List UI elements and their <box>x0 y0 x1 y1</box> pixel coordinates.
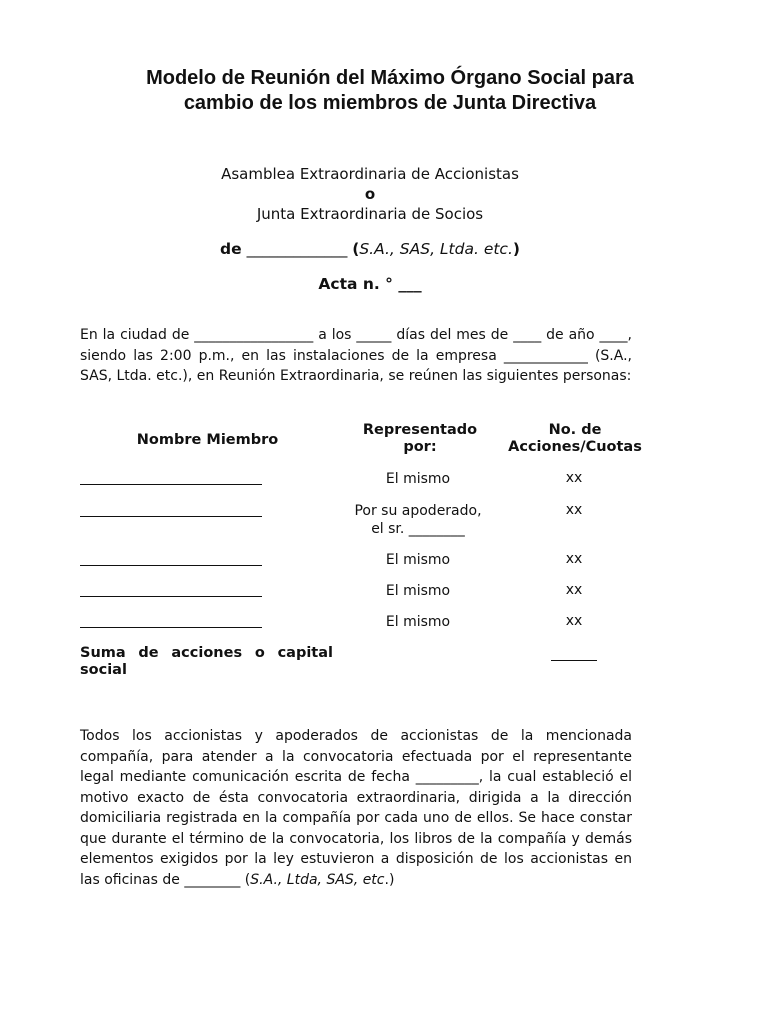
share-count: xx <box>565 470 583 486</box>
date-blank: _________ <box>415 769 479 785</box>
header-represented-line-1: Representado <box>362 422 478 438</box>
de-label: de <box>220 240 242 258</box>
share-count: xx <box>565 613 583 629</box>
represented-by-line-2: el sr. ________ <box>371 521 465 537</box>
day-blank: _____ <box>356 327 392 343</box>
member-name-blank <box>80 565 262 566</box>
close-paren: ) <box>512 240 520 258</box>
assembly-or: o <box>364 185 376 203</box>
assembly-line-3: Junta Extraordinaria de Socios <box>256 205 484 223</box>
p2-text-4: .) <box>384 871 395 888</box>
opening-paragraph <box>80 325 632 387</box>
convocation-paragraph <box>80 726 632 890</box>
assembly-heading <box>90 164 650 224</box>
p2-text-2: , la cual estableció el motivo exacto de ésta convocatoria extraordinaria, dirigida a la dirección domiciliaria registrada en la compañía por cada uno de ellos. Se hace constar que durante el término de la convocatoria, los libros de la compañía y demás elementos exigidos por la ley estuvieron a disposición de los accionistas en las oficinas de <box>80 769 633 888</box>
share-count: xx <box>565 551 583 567</box>
company-blank: ____________ <box>503 347 588 364</box>
header-represented-line-2: por: <box>403 439 437 455</box>
acta-number: Acta n. ° ___ <box>318 275 422 293</box>
p1-text-3: días del mes de <box>391 327 514 343</box>
open-paren: ( <box>352 240 360 258</box>
total-shares-label: Suma de acciones o capital social <box>80 645 333 678</box>
member-name-blank <box>80 484 262 485</box>
header-name: Nombre Miembro <box>136 432 279 448</box>
represented-by: El mismo <box>385 552 451 568</box>
company-name-blank: _____________ <box>246 240 348 258</box>
represented-by: El mismo <box>385 471 451 487</box>
p2-text-3: ( <box>240 871 251 888</box>
p1-text-1: En la ciudad de <box>80 327 195 343</box>
p1-text-2: a los <box>313 327 357 343</box>
p1-text-4: de año <box>541 327 600 343</box>
represented-by: El mismo <box>385 583 451 599</box>
city-blank: _________________ <box>194 327 314 343</box>
p1-text-6: (S.A., SAS, Ltda. etc.), en Reunión Extraordinaria, se reúnen las siguientes personas: <box>80 347 632 384</box>
company-types-italic: S.A., Ltda, SAS, etc <box>250 871 385 888</box>
represented-by <box>338 502 498 538</box>
p1-text-5: , siendo las 2:00 p.m., en las instalaciones de la empresa <box>80 327 632 364</box>
title-line-1: Modelo de Reunión del Máximo Órgano Social para <box>146 67 634 89</box>
offices-blank: ________ <box>184 871 241 888</box>
company-type-line <box>90 239 650 259</box>
table-header <box>80 420 660 470</box>
represented-by-line-1: Por su apoderado, <box>354 503 482 519</box>
header-shares-line-1: No. de <box>548 422 602 438</box>
header-represented <box>345 422 495 456</box>
share-count: xx <box>565 582 583 598</box>
document-title <box>60 66 720 116</box>
title-line-2: cambio de los miembros de Junta Directiva <box>183 92 597 114</box>
member-name-blank <box>80 516 262 517</box>
company-types: S.A., SAS, Ltda. etc. <box>359 240 513 258</box>
share-count: xx <box>565 502 583 518</box>
month-blank: ____ <box>513 327 542 343</box>
attendees-table <box>80 420 660 678</box>
p2-text-1: Todos los accionistas y apoderados de accionistas de la mencionada compañía, para atender a la convocatoria efectuada por el representante legal mediante comunicación escrita de fecha <box>80 728 632 785</box>
represented-by: El mismo <box>385 614 451 630</box>
header-shares <box>490 422 660 456</box>
member-name-blank <box>80 627 262 628</box>
assembly-line-1: Asamblea Extraordinaria de Accionistas <box>221 165 519 183</box>
year-blank: ____ <box>599 327 628 343</box>
header-shares-line-2: Acciones/Cuotas <box>508 439 642 455</box>
total-shares-blank <box>551 660 597 661</box>
member-name-blank <box>80 596 262 597</box>
